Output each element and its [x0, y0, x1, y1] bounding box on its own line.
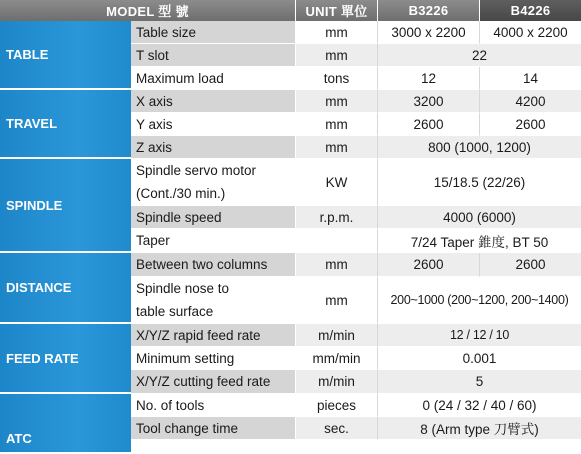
section-table: TABLE: [0, 21, 131, 90]
section-atc: ATC: [0, 394, 131, 454]
row-table-size-label: Table size: [131, 21, 295, 44]
row-max-load-label: Maximum load: [131, 67, 295, 90]
row-spindle-speed-unit: r.p.m.: [295, 206, 377, 229]
row-tool-change-label: Tool change time: [131, 417, 295, 440]
row-z-axis-unit: mm: [295, 136, 377, 159]
row-z-axis-label: Z axis: [131, 136, 295, 159]
row-y-axis-b4226: 2600: [479, 113, 581, 136]
row-t-slot-value: 22: [377, 44, 581, 67]
row-x-axis-b4226: 4200: [479, 90, 581, 113]
row-max-load-b4226: 14: [479, 67, 581, 90]
row-nose-table-label: [131, 277, 295, 324]
row-taper-label: Taper: [131, 229, 295, 253]
row-between-columns-b4226: 2600: [479, 253, 581, 277]
row-num-tools-unit: pieces: [295, 394, 377, 417]
row-z-axis-value: 800 (1000, 1200): [377, 136, 581, 159]
row-x-axis-label: X axis: [131, 90, 295, 113]
row-spindle-speed-label: Spindle speed: [131, 206, 295, 229]
row-rapid-feed-label: X/Y/Z rapid feed rate: [131, 324, 295, 347]
row-between-columns-label: Between two columns: [131, 253, 295, 277]
section-spindle: SPINDLE: [0, 159, 131, 253]
row-t-slot-label: T slot: [131, 44, 295, 67]
row-x-axis-b3226: 3200: [377, 90, 479, 113]
row-servo-motor-unit: KW: [295, 159, 377, 206]
row-table-size-b4226: 4000 x 2200: [479, 21, 581, 44]
row-y-axis-unit: mm: [295, 113, 377, 136]
row-max-load-unit: tons: [295, 67, 377, 90]
section-distance: DISTANCE: [0, 253, 131, 324]
row-y-axis-b3226: 2600: [377, 113, 479, 136]
row-tool-change-value: 8 (Arm type 刀臂式): [377, 417, 581, 440]
row-servo-motor-label-line2: (Cont./30 min.): [136, 186, 226, 201]
row-between-columns-b3226: 2600: [377, 253, 479, 277]
row-table-size-b3226: 3000 x 2200: [377, 21, 479, 44]
row-taper-unit: [295, 229, 377, 253]
row-x-axis-unit: mm: [295, 90, 377, 113]
row-rapid-feed-unit: m/min: [295, 324, 377, 347]
row-num-tools-label: No. of tools: [131, 394, 295, 417]
row-tool-change-unit: sec.: [295, 417, 377, 440]
row-nose-table-label-line2: table surface: [136, 304, 214, 319]
header-model: MODEL 型 號: [0, 0, 295, 21]
row-cutting-feed-label: X/Y/Z cutting feed rate: [131, 370, 295, 394]
row-t-slot-unit: mm: [295, 44, 377, 67]
row-nose-table-label-line1: Spindle nose to: [136, 281, 230, 296]
row-cutting-feed-value: 5: [377, 370, 581, 394]
row-table-size-unit: mm: [295, 21, 377, 44]
row-cutting-feed-unit: m/min: [295, 370, 377, 394]
row-servo-motor-label: [131, 159, 295, 206]
row-max-load-b3226: 12: [377, 67, 479, 90]
row-min-setting-value: 0.001: [377, 347, 581, 370]
row-taper-value: 7/24 Taper 錐度, BT 50: [377, 229, 581, 253]
row-y-axis-label: Y axis: [131, 113, 295, 136]
row-between-columns-unit: mm: [295, 253, 377, 277]
row-num-tools-value: 0 (24 / 32 / 40 / 60): [377, 394, 581, 417]
header-unit: UNIT 單位: [295, 0, 377, 21]
row-spindle-speed-value: 4000 (6000): [377, 206, 581, 229]
row-nose-table-value: 200~1000 (200~1200, 200~1400): [377, 277, 581, 324]
header-b4226: B4226: [479, 0, 581, 21]
row-rapid-feed-value: 12 / 12 / 10: [377, 324, 581, 347]
section-feed-rate: FEED RATE: [0, 324, 131, 394]
header-b3226: B3226: [377, 0, 479, 21]
row-servo-motor-label-line1: Spindle servo motor: [136, 163, 257, 178]
section-travel: TRAVEL: [0, 90, 131, 159]
row-min-setting-label: Minimum setting: [131, 347, 295, 370]
row-servo-motor-value: 15/18.5 (22/26): [377, 159, 581, 206]
row-nose-table-unit: mm: [295, 277, 377, 324]
row-min-setting-unit: mm/min: [295, 347, 377, 370]
